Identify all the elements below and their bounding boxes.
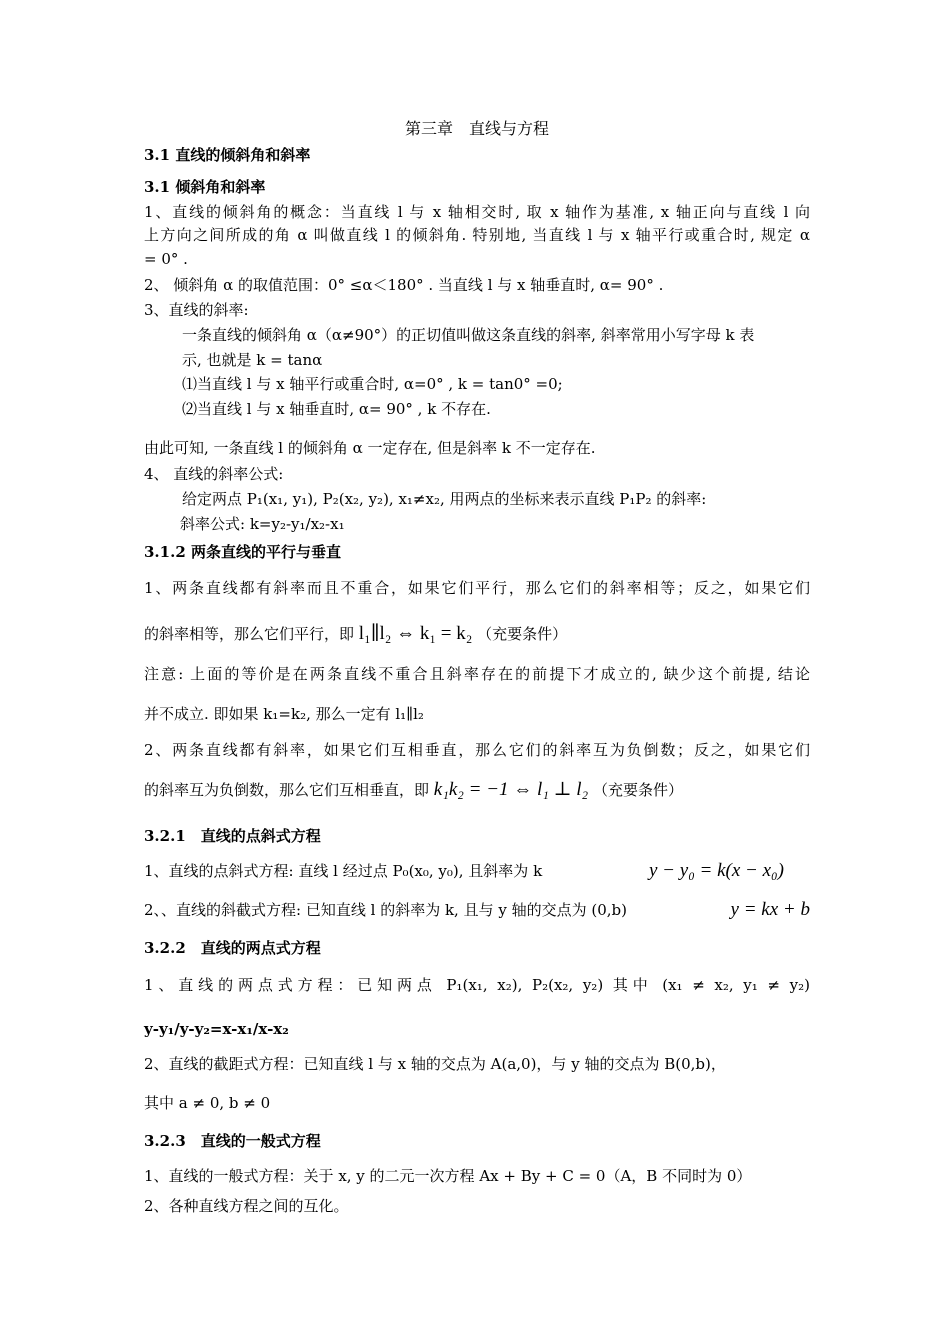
point-slope-formula: y − y₀ = k(x − x₀) — [649, 860, 784, 881]
inline-text: （充要条件） — [592, 781, 683, 799]
paragraph-line: 1、直线的一般式方程：关于 x, y 的二元一次方程 Ax + By + C = 0（A，B 不同时为 0） — [144, 1167, 752, 1185]
inline-text: 1、直线的点斜式方程: 直线 l 经过点 P₀(x₀, y₀), 且斜率为 k — [144, 862, 543, 880]
paragraph-line: 并不成立. 即如果 k₁=k₂, 那么一定有 l₁∥l₂ — [144, 705, 424, 723]
chapter-title: 第三章 直线与方程 — [404, 119, 549, 138]
inline-text: （充要条件） — [477, 625, 568, 643]
paragraph-line: 1、直线的倾斜角的概念：当直线 l 与 x 轴相交时, 取 x 轴作为基准, x 轴正向与直线 l 向 — [144, 203, 810, 221]
inline-text: 的斜率相等，那么它们平行，即 — [144, 625, 355, 643]
two-point-formula: y-y₁/y-y₂=x-x₁/x-x₂ — [144, 1020, 289, 1038]
paragraph-line: 注意: 上面的等价是在两条直线不重合且斜率存在的前提下才成立的, 缺少这个前提, 结论 — [144, 665, 810, 683]
perpendicular-condition-formula: k₁k₂ = −1 ⇔ l₁ ⊥ l₂ — [433, 779, 589, 800]
paragraph-line: 1、两条直线都有斜率而且不重合，如果它们平行，那么它们的斜率相等；反之，如果它们 — [144, 579, 810, 597]
paragraph-line: ⑴当直线 l 与 x 轴平行或重合时, α=0° , k = tan0° =0; — [182, 375, 563, 393]
paragraph-line: 2、各种直线方程之间的互化。 — [144, 1197, 349, 1215]
paragraph-line: 2、直线的截距式方程：已知直线 l 与 x 轴的交点为 A(a,0)，与 y 轴的交点为 B(0,b)， — [144, 1055, 726, 1073]
paragraph-line: 上方向之间所成的角 α 叫做直线 l 的倾斜角. 特别地, 当直线 l 与 x 轴平行或重合时, 规定 α — [144, 226, 810, 244]
paragraph-line — [144, 780, 810, 800]
paragraph-line: 4、 直线的斜率公式: — [144, 465, 284, 483]
inline-text: 2、、直线的斜截式方程: 已知直线 l 的斜率为 k, 且与 y 轴的交点为 (0,b) — [144, 901, 627, 919]
subsection-heading: 3.1.2 两条直线的平行与垂直 — [144, 543, 341, 561]
paragraph-line: 2、 倾斜角 α 的取值范围：0° ≤α＜180° . 当直线 l 与 x 轴垂直时, α= 90° . — [144, 276, 664, 294]
subsection-heading: 3.2.3 直线的一般式方程 — [144, 1132, 321, 1150]
paragraph-line: = 0° . — [144, 250, 188, 268]
paragraph-line: ⑵当直线 l 与 x 轴垂直时, α= 90° , k 不存在. — [182, 400, 491, 418]
paragraph-line: 一条直线的倾斜角 α（α≠90°）的正切值叫做这条直线的斜率, 斜率常用小写字母 k 表 — [182, 326, 755, 344]
subsection-heading: 3.2.2 直线的两点式方程 — [144, 939, 321, 957]
parallel-condition-formula: l₁∥l₂ ⇔ k₁ = k₂ — [358, 623, 473, 644]
paragraph-line — [144, 624, 810, 644]
paragraph-line: 由此可知, 一条直线 l 的倾斜角 α 一定存在, 但是斜率 k 不一定存在. — [144, 439, 596, 457]
paragraph-line: 2、两条直线都有斜率，如果它们互相垂直，那么它们的斜率互为负倒数；反之，如果它们 — [144, 741, 810, 759]
subsection-heading: 3.1 倾斜角和斜率 — [144, 178, 266, 196]
subsection-heading: 3.2.1 直线的点斜式方程 — [144, 827, 321, 845]
paragraph-line: 3、直线的斜率: — [144, 301, 249, 319]
section-heading: 3.1 直线的倾斜角和斜率 — [144, 146, 311, 164]
paragraph-line: 其中 a ≠ 0, b ≠ 0 — [144, 1094, 271, 1112]
formula-line: 斜率公式: k=y₂-y₁/x₂-x₁ — [180, 515, 345, 533]
slope-intercept-formula: y = kx + b — [730, 899, 810, 920]
paragraph-line: 1、直线的两点式方程：已知两点 P₁(x₁, x₂), P₂(x₂, y₂) 其中 (x₁ ≠ x₂, y₁ ≠ y₂) — [144, 976, 810, 994]
paragraph-line: 给定两点 P₁(x₁, y₁), P₂(x₂, y₂), x₁≠x₂, 用两点的坐标来表示直线 P₁P₂ 的斜率: — [182, 490, 707, 508]
paragraph-line: 示, 也就是 k = tanα — [182, 351, 323, 369]
inline-text: 的斜率互为负倒数，那么它们互相垂直，即 — [144, 781, 430, 799]
